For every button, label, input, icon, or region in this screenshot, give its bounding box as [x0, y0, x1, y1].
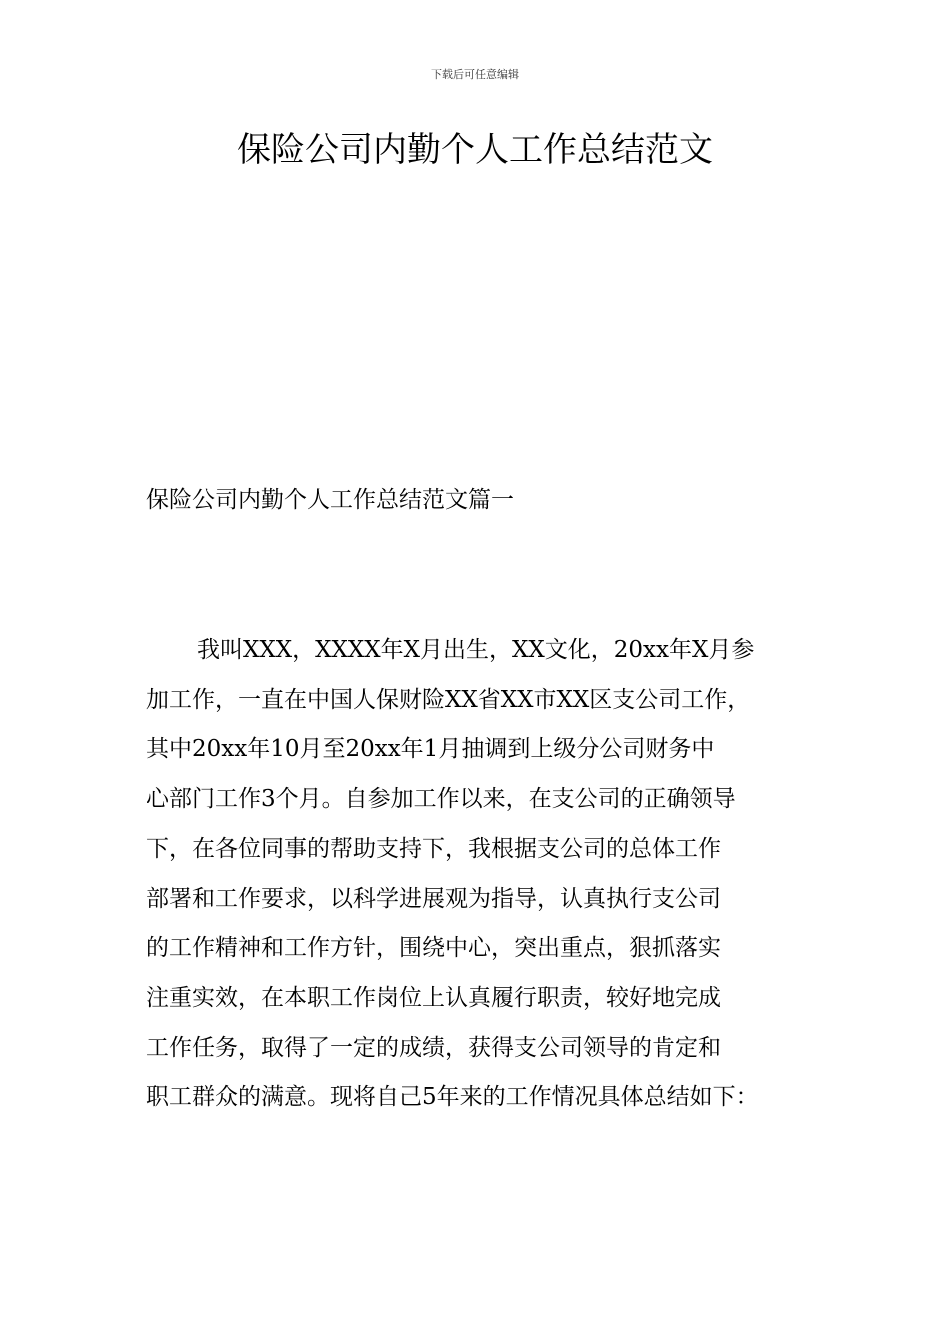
- section-heading: 保险公司内勤个人工作总结范文篇一: [146, 487, 514, 513]
- header-note: 下载后可任意编辑: [431, 68, 519, 81]
- paragraph-line: 职工群众的满意。现将自己5年来的工作情况具体总结如下：: [146, 1084, 759, 1111]
- body-paragraph: [146, 626, 814, 1123]
- paragraph-line: 注重实效，在本职工作岗位上认真履行职责，较好地完成: [146, 984, 721, 1011]
- paragraph-line: 心部门工作3个月。自参加工作以来，在支公司的正确领导: [146, 786, 736, 813]
- paragraph-line: 加工作，一直在中国人保财险XX省XX市XX区支公司工作，: [146, 686, 751, 713]
- paragraph-line: 其中20xx年10月至20xx年1月抽调到上级分公司财务中: [146, 736, 715, 763]
- paragraph-line: 我叫XXX，XXXX年X月出生，XX文化，20xx年X月参: [197, 637, 755, 663]
- paragraph-line: 部署和工作要求，以科学进展观为指导，认真执行支公司: [146, 885, 721, 912]
- document-title: 保险公司内勤个人工作总结范文: [237, 130, 713, 170]
- paragraph-line: 工作任务，取得了一定的成绩，获得支公司领导的肯定和: [146, 1034, 721, 1061]
- paragraph-line: 的工作精神和工作方针，围绕中心，突出重点，狠抓落实: [146, 935, 721, 962]
- paragraph-line: 下，在各位同事的帮助支持下，我根据支公司的总体工作: [146, 835, 721, 862]
